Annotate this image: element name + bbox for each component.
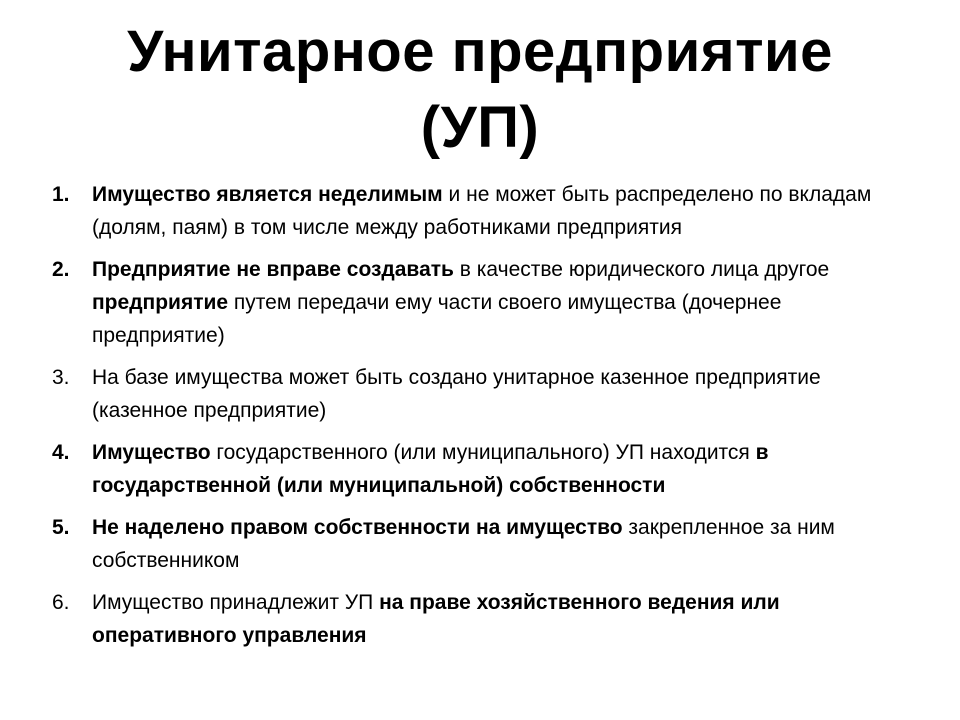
item-text: государственного (или муниципального) УП находится	[210, 441, 756, 464]
item-number: 5.	[52, 516, 70, 539]
item-text: в качестве юридического лица другое	[453, 258, 830, 281]
list-item	[52, 178, 912, 244]
list-item	[52, 586, 912, 652]
numbered-list	[52, 178, 912, 661]
item-text: закрепленное за ним собственником	[92, 516, 835, 572]
list-item	[52, 253, 912, 352]
item-text-bold: Не наделено правом собственности на имущество	[92, 516, 623, 539]
item-text: На базе имущества может быть создано унитарное казенное предприятие (казенное предприятие)	[92, 366, 821, 422]
item-text-bold: в государственной (или муниципальной) собственности	[92, 441, 769, 497]
item-text: Имущество принадлежит УП	[92, 591, 380, 614]
item-text-bold: Имущество	[92, 441, 211, 464]
item-text-bold: Предприятие не вправе создавать	[92, 258, 454, 281]
list-item	[52, 511, 912, 577]
title-line-1: Унитарное предприятие	[127, 19, 833, 84]
item-text: путем передачи ему части своего имущества (дочернее предприятие)	[92, 291, 782, 347]
item-number: 1.	[52, 183, 70, 206]
item-number: 6.	[52, 591, 70, 614]
item-text-bold: на праве хозяйственного ведения или оперативного управления	[92, 591, 780, 647]
list-item	[52, 436, 912, 502]
item-text-bold: предприятие	[92, 291, 229, 314]
item-text: и не может быть распределено по вкладам (долям, паям) в том числе между работниками предприятия	[92, 183, 872, 239]
slide-title	[40, 14, 920, 166]
title-line-2: (УП)	[420, 95, 540, 160]
item-text-bold: Имущество является неделимым	[92, 183, 443, 206]
item-number: 2.	[52, 258, 70, 281]
item-number: 4.	[52, 441, 70, 464]
list-item	[52, 361, 912, 427]
item-number: 3.	[52, 366, 70, 389]
